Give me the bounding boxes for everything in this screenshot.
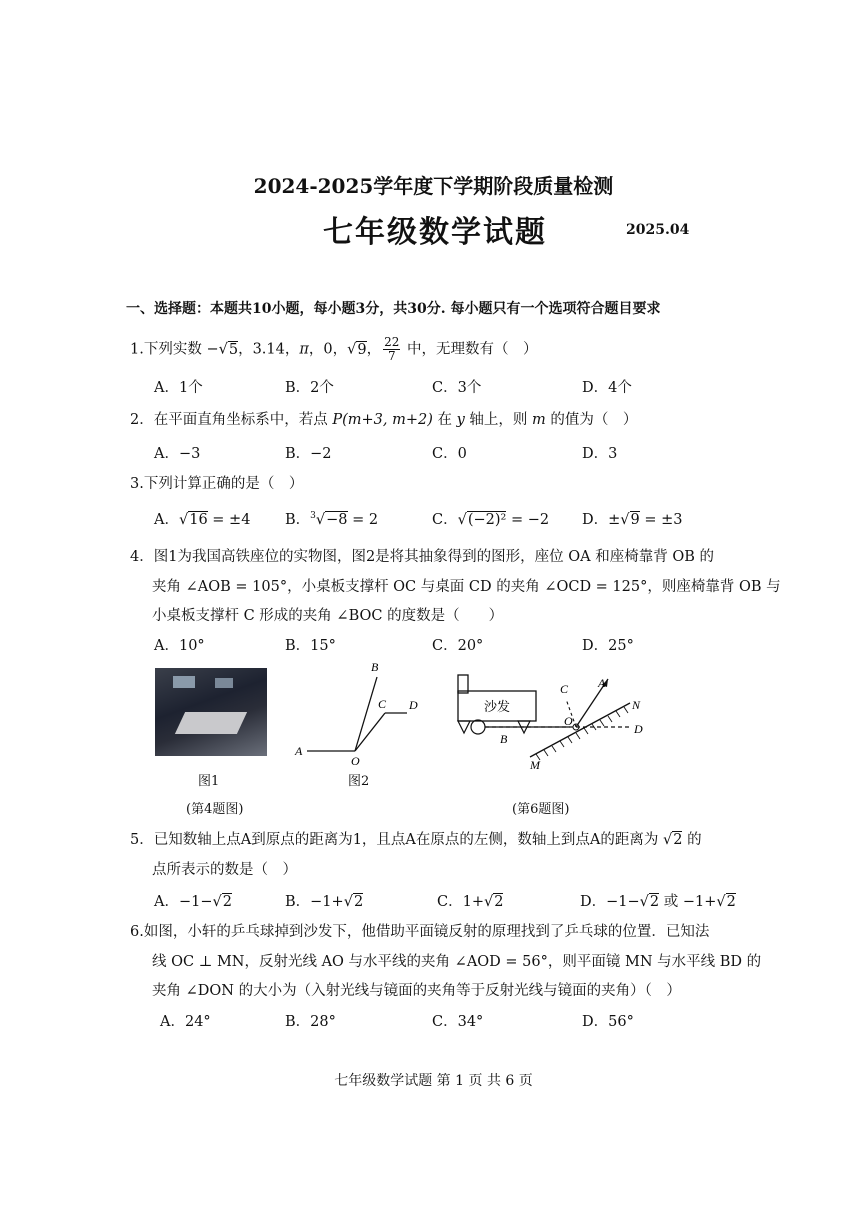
q2-option-b: B．−2 bbox=[285, 446, 332, 462]
q5-option-b: B．−1+√2 bbox=[285, 894, 364, 910]
exam-title: 七年级数学试题 bbox=[323, 215, 547, 250]
section-heading: 一、选择题：本题共10小题，每小题3分，共30分. 每小题只有一个选项符合题目要求 bbox=[126, 301, 661, 317]
figure-6-diagram bbox=[452, 665, 662, 775]
question-4-line-2: 夹角 ∠AOB = 105°，小桌板支撑杆 OC 与桌面 CD 的夹角 ∠OCD = 125°，则座椅靠背 OB 与 bbox=[152, 579, 781, 595]
exam-date: 2025.04 bbox=[626, 222, 690, 238]
fig2-label-o: O bbox=[351, 754, 360, 768]
q3-option-d: D．±√9 = ±3 bbox=[582, 512, 683, 528]
q5-option-c: C．1+√2 bbox=[437, 894, 504, 910]
fig6-label-n: N bbox=[632, 698, 641, 712]
fig2-label-c: C bbox=[378, 697, 387, 711]
page-footer: 七年级数学试题 第 1 页 共 6 页 bbox=[334, 1073, 533, 1089]
fig2-label-b: B bbox=[371, 660, 379, 674]
q2-option-c: C．0 bbox=[432, 446, 467, 462]
fig6-label-d: D bbox=[634, 722, 643, 736]
q1-option-b: B．2个 bbox=[285, 380, 334, 396]
q6-option-a: A．24° bbox=[160, 1014, 211, 1030]
q5-option-d: D．−1−√2 或 −1+√2 bbox=[580, 894, 736, 910]
q6-option-b: B．28° bbox=[285, 1014, 336, 1030]
question-6-line-1: 6.如图，小轩的乒乓球掉到沙发下，他借助平面镜反射的原理找到了乒乓球的位置．已知法 bbox=[130, 924, 710, 940]
sofa-label: 沙发 bbox=[484, 699, 511, 714]
fig6-label-o: O bbox=[564, 714, 573, 728]
train-seat-photo bbox=[155, 668, 267, 756]
fig6-label-a: A bbox=[598, 676, 606, 690]
figure-2-diagram bbox=[285, 655, 435, 775]
q1-option-d: D．4个 bbox=[582, 380, 632, 396]
q4-option-d: D．25° bbox=[582, 638, 634, 654]
figure-2-caption: 图2 bbox=[348, 774, 370, 789]
figure-1-caption: 图1 bbox=[198, 774, 220, 789]
fig2-label-d: D bbox=[409, 698, 418, 712]
q3-option-c: C．√(−2)² = −2 bbox=[432, 512, 550, 528]
question-4-figure-caption: (第4题图) bbox=[186, 802, 244, 817]
q6-option-c: C．34° bbox=[432, 1014, 484, 1030]
question-6-line-2: 线 OC ⊥ MN，反射光线 AO 与水平线的夹角 ∠AOD = 56°，则平面镜 MN 与水平线 BD 的 bbox=[152, 954, 762, 970]
q1-option-a: A．1个 bbox=[154, 380, 203, 396]
question-1-stem: 1.下列实数 −√5，3.14，π，0，√9， $\frac{22}{7}$ 中，无理数有（ ） bbox=[130, 335, 538, 363]
q4-option-b: B．15° bbox=[285, 638, 336, 654]
q2-option-a: A．−3 bbox=[154, 446, 201, 462]
question-5-line-2: 点所表示的数是（ ） bbox=[152, 862, 297, 878]
question-5-line-1: 5．已知数轴上点A到原点的距离为1，且点A在原点的左侧，数轴上到点A的距离为 √2 的 bbox=[130, 832, 702, 848]
q4-option-c: C．20° bbox=[432, 638, 484, 654]
q6-option-d: D．56° bbox=[582, 1014, 634, 1030]
fig2-label-a: A bbox=[295, 744, 303, 758]
q3-option-b: B．$^3$√−8 = 2 bbox=[285, 511, 379, 528]
question-4-line-1: 4．图1为我国高铁座位的实物图，图2是将其抽象得到的图形，座位 OA 和座椅靠背 OB 的 bbox=[130, 549, 715, 565]
question-6-figure-caption: (第6题图) bbox=[512, 802, 570, 817]
q2-option-d: D．3 bbox=[582, 446, 618, 462]
q1-option-c: C．3个 bbox=[432, 380, 482, 396]
q4-option-a: A．10° bbox=[154, 638, 205, 654]
fig6-label-c: C bbox=[560, 682, 569, 696]
q5-option-a: A．−1−√2 bbox=[154, 894, 232, 910]
question-3-stem: 3.下列计算正确的是（ ） bbox=[130, 476, 304, 492]
fig6-label-m: M bbox=[530, 758, 540, 772]
exam-subtitle: 2024-2025学年度下学期阶段质量检测 bbox=[253, 174, 614, 198]
question-4-line-3: 小桌板支撑杆 C 形成的夹角 ∠BOC 的度数是（ ） bbox=[152, 608, 504, 624]
question-2-stem: 2．在平面直角坐标系中，若点 P(m+3, m+2) 在 y 轴上，则 m 的值为（ ） bbox=[130, 412, 638, 428]
fig6-label-b: B bbox=[500, 732, 508, 746]
q3-option-a: A．√16 = ±4 bbox=[154, 512, 251, 528]
question-6-line-3: 夹角 ∠DON 的大小为（入射光线与镜面的夹角等于反射光线与镜面的夹角）（ ） bbox=[152, 983, 681, 999]
